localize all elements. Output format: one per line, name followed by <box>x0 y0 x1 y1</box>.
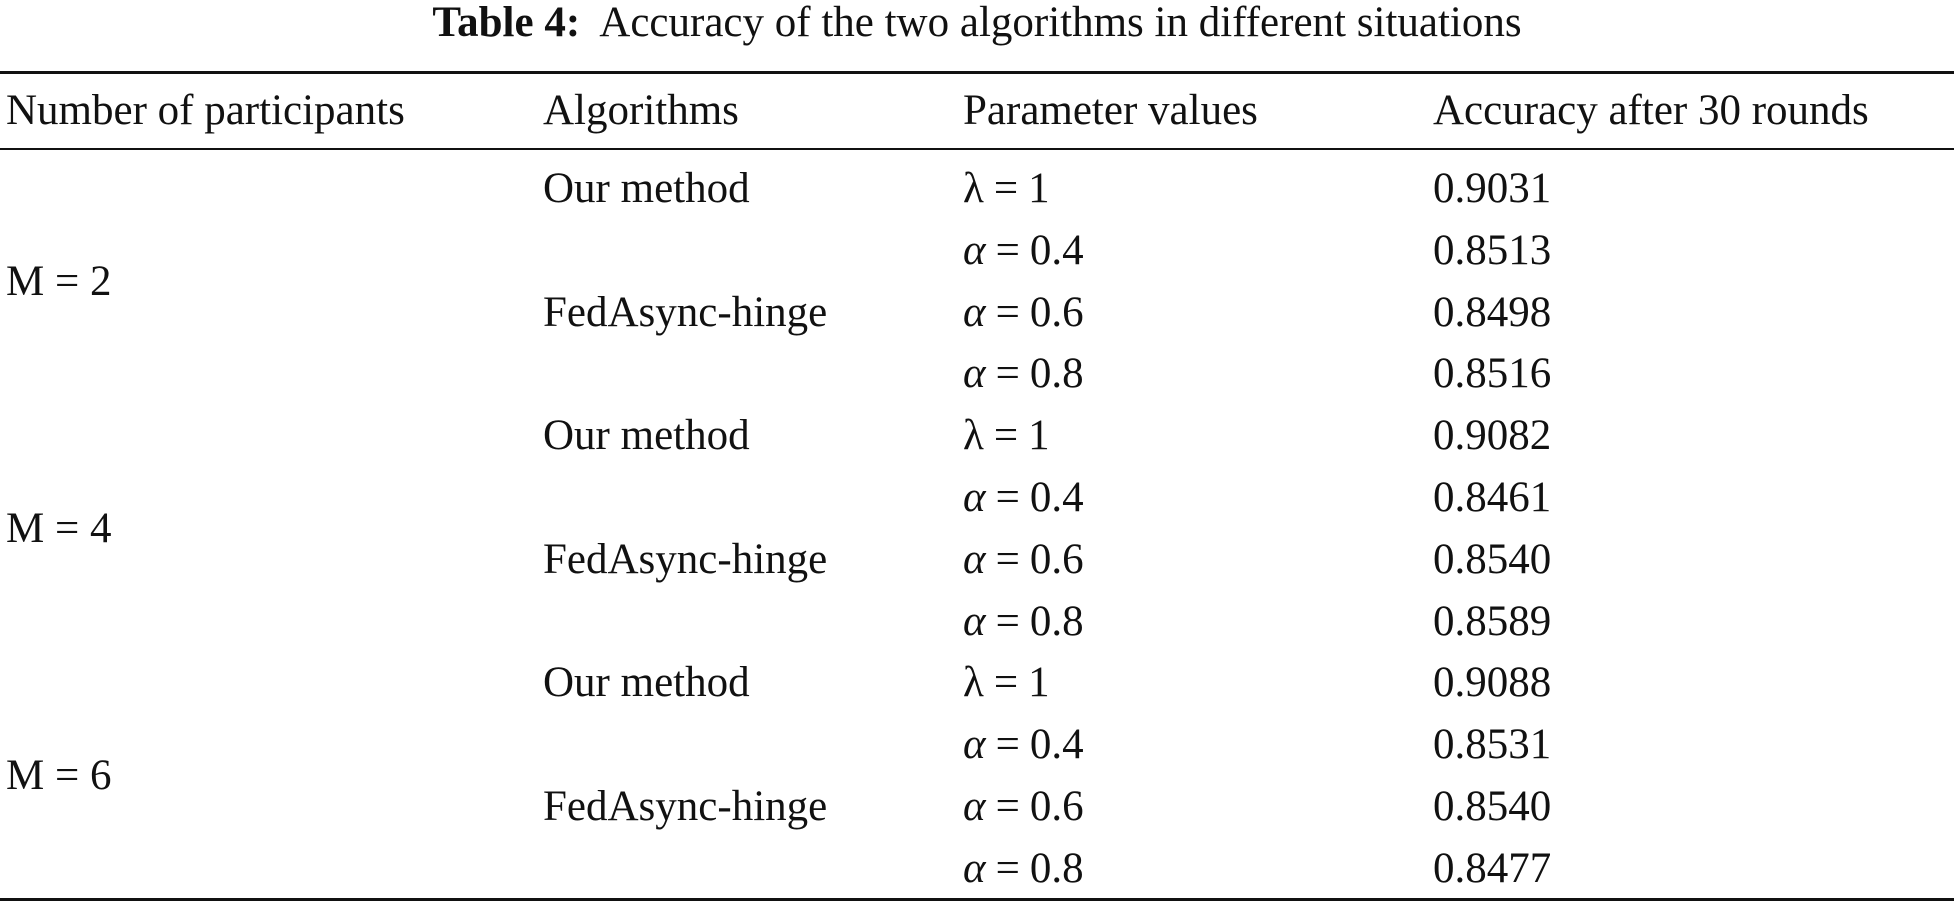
parameter-cell <box>963 599 1084 645</box>
accuracy-cell: 0.8461 <box>1433 474 1552 521</box>
accuracy-cell: 0.8477 <box>1433 845 1552 892</box>
parameter-symbol: λ <box>963 165 984 212</box>
participants-cell: M = 6 <box>6 752 112 799</box>
accuracy-cell: 0.8516 <box>1433 350 1552 397</box>
equals-sign: = <box>995 721 1020 768</box>
accuracy-cell: 0.8513 <box>1433 227 1552 274</box>
parameter-symbol: α <box>963 845 986 892</box>
top-rule <box>0 71 1954 74</box>
parameter-symbol: α <box>963 598 986 645</box>
parameter-symbol: α <box>963 721 986 768</box>
participants-cell: M = 2 <box>6 258 112 305</box>
equals-sign: = <box>993 659 1019 706</box>
equals-sign: = <box>995 474 1020 521</box>
equals-sign: = <box>995 227 1020 274</box>
parameter-cell <box>963 166 1050 212</box>
algorithm-cell: FedAsync-hinge <box>543 536 828 583</box>
algorithm-cell: Our method <box>543 412 750 459</box>
parameter-value: 0.4 <box>1029 227 1084 274</box>
header-participants: Number of participants <box>6 87 405 134</box>
parameter-cell <box>963 722 1084 768</box>
table-caption-text: Accuracy of the two algorithms in different situations <box>599 0 1522 46</box>
accuracy-cell: 0.8531 <box>1433 721 1552 768</box>
parameter-symbol: α <box>963 350 986 397</box>
accuracy-cell: 0.8540 <box>1433 783 1552 830</box>
accuracy-cell: 0.9031 <box>1433 165 1552 212</box>
parameter-value: 0.4 <box>1029 474 1084 521</box>
parameter-symbol: α <box>963 474 986 521</box>
parameter-symbol: α <box>963 227 986 274</box>
equals-sign: = <box>995 598 1020 645</box>
parameter-symbol: λ <box>963 412 984 459</box>
parameter-value: 0.8 <box>1029 845 1084 892</box>
equals-sign: = <box>993 165 1019 212</box>
equals-sign: = <box>995 845 1020 892</box>
parameter-value: 0.6 <box>1029 289 1084 336</box>
parameter-cell <box>963 537 1084 583</box>
algorithm-cell: FedAsync-hinge <box>543 289 828 336</box>
parameter-value: 1 <box>1028 412 1050 459</box>
equals-sign: = <box>995 536 1020 583</box>
table-caption <box>0 0 1954 46</box>
algorithm-cell: Our method <box>543 659 750 706</box>
parameter-cell <box>963 351 1084 397</box>
bottom-rule <box>0 898 1954 901</box>
accuracy-cell: 0.8589 <box>1433 598 1552 645</box>
table-caption-label: Table 4: <box>432 0 581 46</box>
parameter-cell <box>963 784 1084 830</box>
parameter-cell <box>963 660 1050 706</box>
parameter-value: 0.6 <box>1029 783 1084 830</box>
parameter-cell <box>963 846 1084 892</box>
parameter-value: 1 <box>1028 659 1050 706</box>
parameter-value: 0.6 <box>1029 536 1084 583</box>
parameter-cell <box>963 228 1084 274</box>
header-algorithms: Algorithms <box>543 87 739 134</box>
header-parameter-values: Parameter values <box>963 87 1258 134</box>
equals-sign: = <box>995 783 1020 830</box>
algorithm-cell: FedAsync-hinge <box>543 783 828 830</box>
parameter-cell <box>963 413 1050 459</box>
parameter-symbol: α <box>963 783 986 830</box>
header-accuracy: Accuracy after 30 rounds <box>1433 87 1869 134</box>
parameter-symbol: λ <box>963 659 984 706</box>
parameter-symbol: α <box>963 289 986 336</box>
accuracy-cell: 0.8540 <box>1433 536 1552 583</box>
parameter-value: 1 <box>1028 165 1050 212</box>
equals-sign: = <box>995 350 1020 397</box>
equals-sign: = <box>995 289 1020 336</box>
parameter-value: 0.8 <box>1029 598 1084 645</box>
accuracy-cell: 0.9082 <box>1433 412 1552 459</box>
algorithm-cell: Our method <box>543 165 750 212</box>
parameter-symbol: α <box>963 536 986 583</box>
parameter-value: 0.8 <box>1029 350 1084 397</box>
accuracy-cell: 0.8498 <box>1433 289 1552 336</box>
equals-sign: = <box>993 412 1019 459</box>
header-rule <box>0 148 1954 150</box>
parameter-value: 0.4 <box>1029 721 1084 768</box>
accuracy-cell: 0.9088 <box>1433 659 1552 706</box>
parameter-cell <box>963 290 1084 336</box>
participants-cell: M = 4 <box>6 505 112 552</box>
parameter-cell <box>963 475 1084 521</box>
